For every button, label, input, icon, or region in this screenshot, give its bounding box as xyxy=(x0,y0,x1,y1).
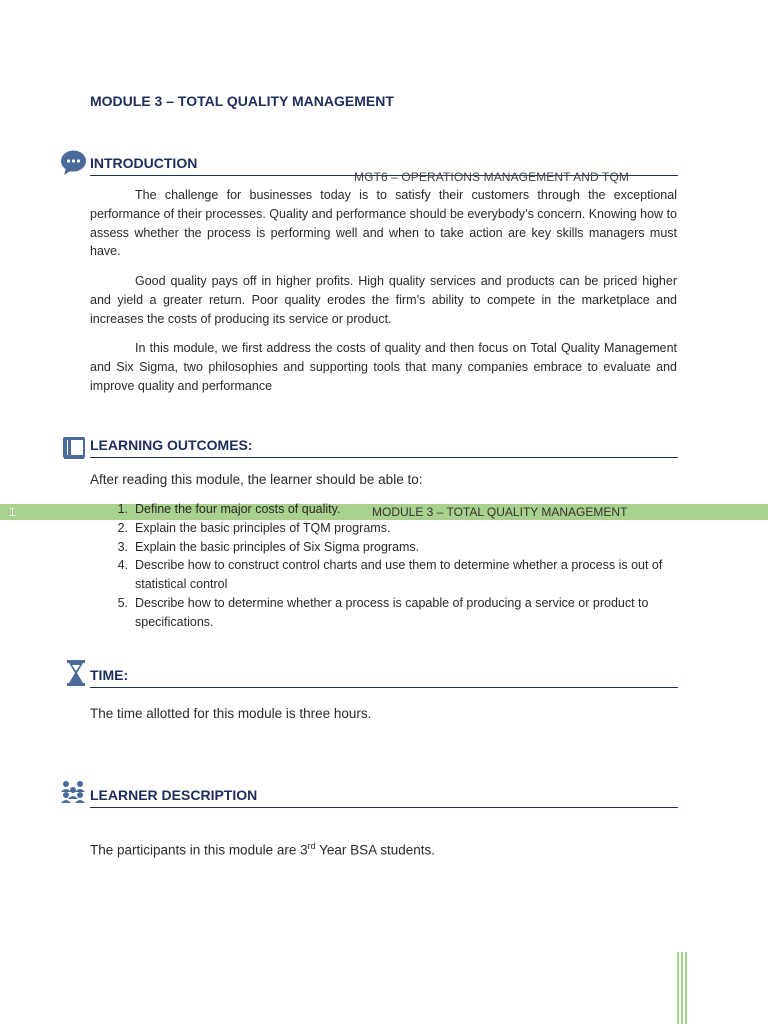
running-header: MGT6 – OPERATIONS MANAGEMENT AND TQM xyxy=(354,170,629,184)
book-icon xyxy=(62,436,87,460)
list-number: 4. xyxy=(117,558,128,573)
list-text: Describe how to construct control charts and use them to determine whether a process is out of statistical control xyxy=(135,558,663,592)
introduction-heading: INTRODUCTION xyxy=(90,155,198,171)
list-text: Describe how to determine whether a process is capable of producing a service or product to specifications. xyxy=(135,595,649,629)
learner-description-heading: LEARNER DESCRIPTION xyxy=(90,787,258,803)
list-item xyxy=(110,556,680,594)
decorative-bar xyxy=(681,952,683,1024)
list-number: 5. xyxy=(117,595,128,610)
list-number: 2. xyxy=(117,520,128,535)
learner-description-text xyxy=(90,841,435,858)
intro-paragraph-1: The challenge for businesses today is to satisfy their customers through the exceptional performance of their processes. Quality and performance should be everybody’s concern. Knowing how to assess whether the process is performing well and when to take action are key skills managers must have. xyxy=(90,188,677,259)
learner-text-part: The participants in this module are 3 xyxy=(90,842,308,858)
intro-paragraph-2: Good quality pays off in higher profits. High quality services and products can be priced higher and yield a greater return. Poor quality erodes the firm’s ability to compete in the marketplace and increases the costs of producing its service or product. xyxy=(90,274,677,326)
people-group-icon xyxy=(58,780,88,804)
speech-bubble-icon xyxy=(60,149,87,176)
learning-outcomes-intro: After reading this module, the learner should be able to: xyxy=(90,472,423,487)
decorative-bar xyxy=(677,952,679,1024)
footer-title: MODULE 3 – TOTAL QUALITY MANAGEMENT xyxy=(372,505,628,519)
time-heading: TIME: xyxy=(90,667,129,683)
learner-text-superscript: rd xyxy=(307,841,316,851)
module-title: MODULE 3 – TOTAL QUALITY MANAGEMENT xyxy=(90,93,394,109)
list-text: Define the four major costs of quality. xyxy=(135,502,341,516)
learning-outcomes-section-heading xyxy=(90,437,678,458)
hourglass-icon xyxy=(66,659,86,687)
learner-text-part: Year BSA students. xyxy=(315,842,435,858)
list-number: 3. xyxy=(117,539,128,554)
list-number: 1. xyxy=(117,502,128,516)
list-text: Explain the basic principles of TQM programs. xyxy=(135,520,391,535)
learning-outcomes-heading: LEARNING OUTCOMES: xyxy=(90,437,253,453)
learner-description-section-heading xyxy=(90,787,678,808)
intro-paragraph-3: In this module, we first address the costs of quality and then focus on Total Quality Management and Six Sigma, two philosophies and supporting tools that many companies embrace to evaluate and improve quality and performance xyxy=(90,341,677,393)
list-item xyxy=(110,538,680,557)
time-text: The time allotted for this module is three hours. xyxy=(90,706,372,721)
time-section-heading xyxy=(90,667,678,688)
list-item xyxy=(110,519,680,538)
list-text: Explain the basic principles of Six Sigma programs. xyxy=(135,539,420,554)
decorative-bar xyxy=(685,952,687,1024)
list-item xyxy=(110,594,680,632)
page-number: 1 xyxy=(9,505,16,519)
